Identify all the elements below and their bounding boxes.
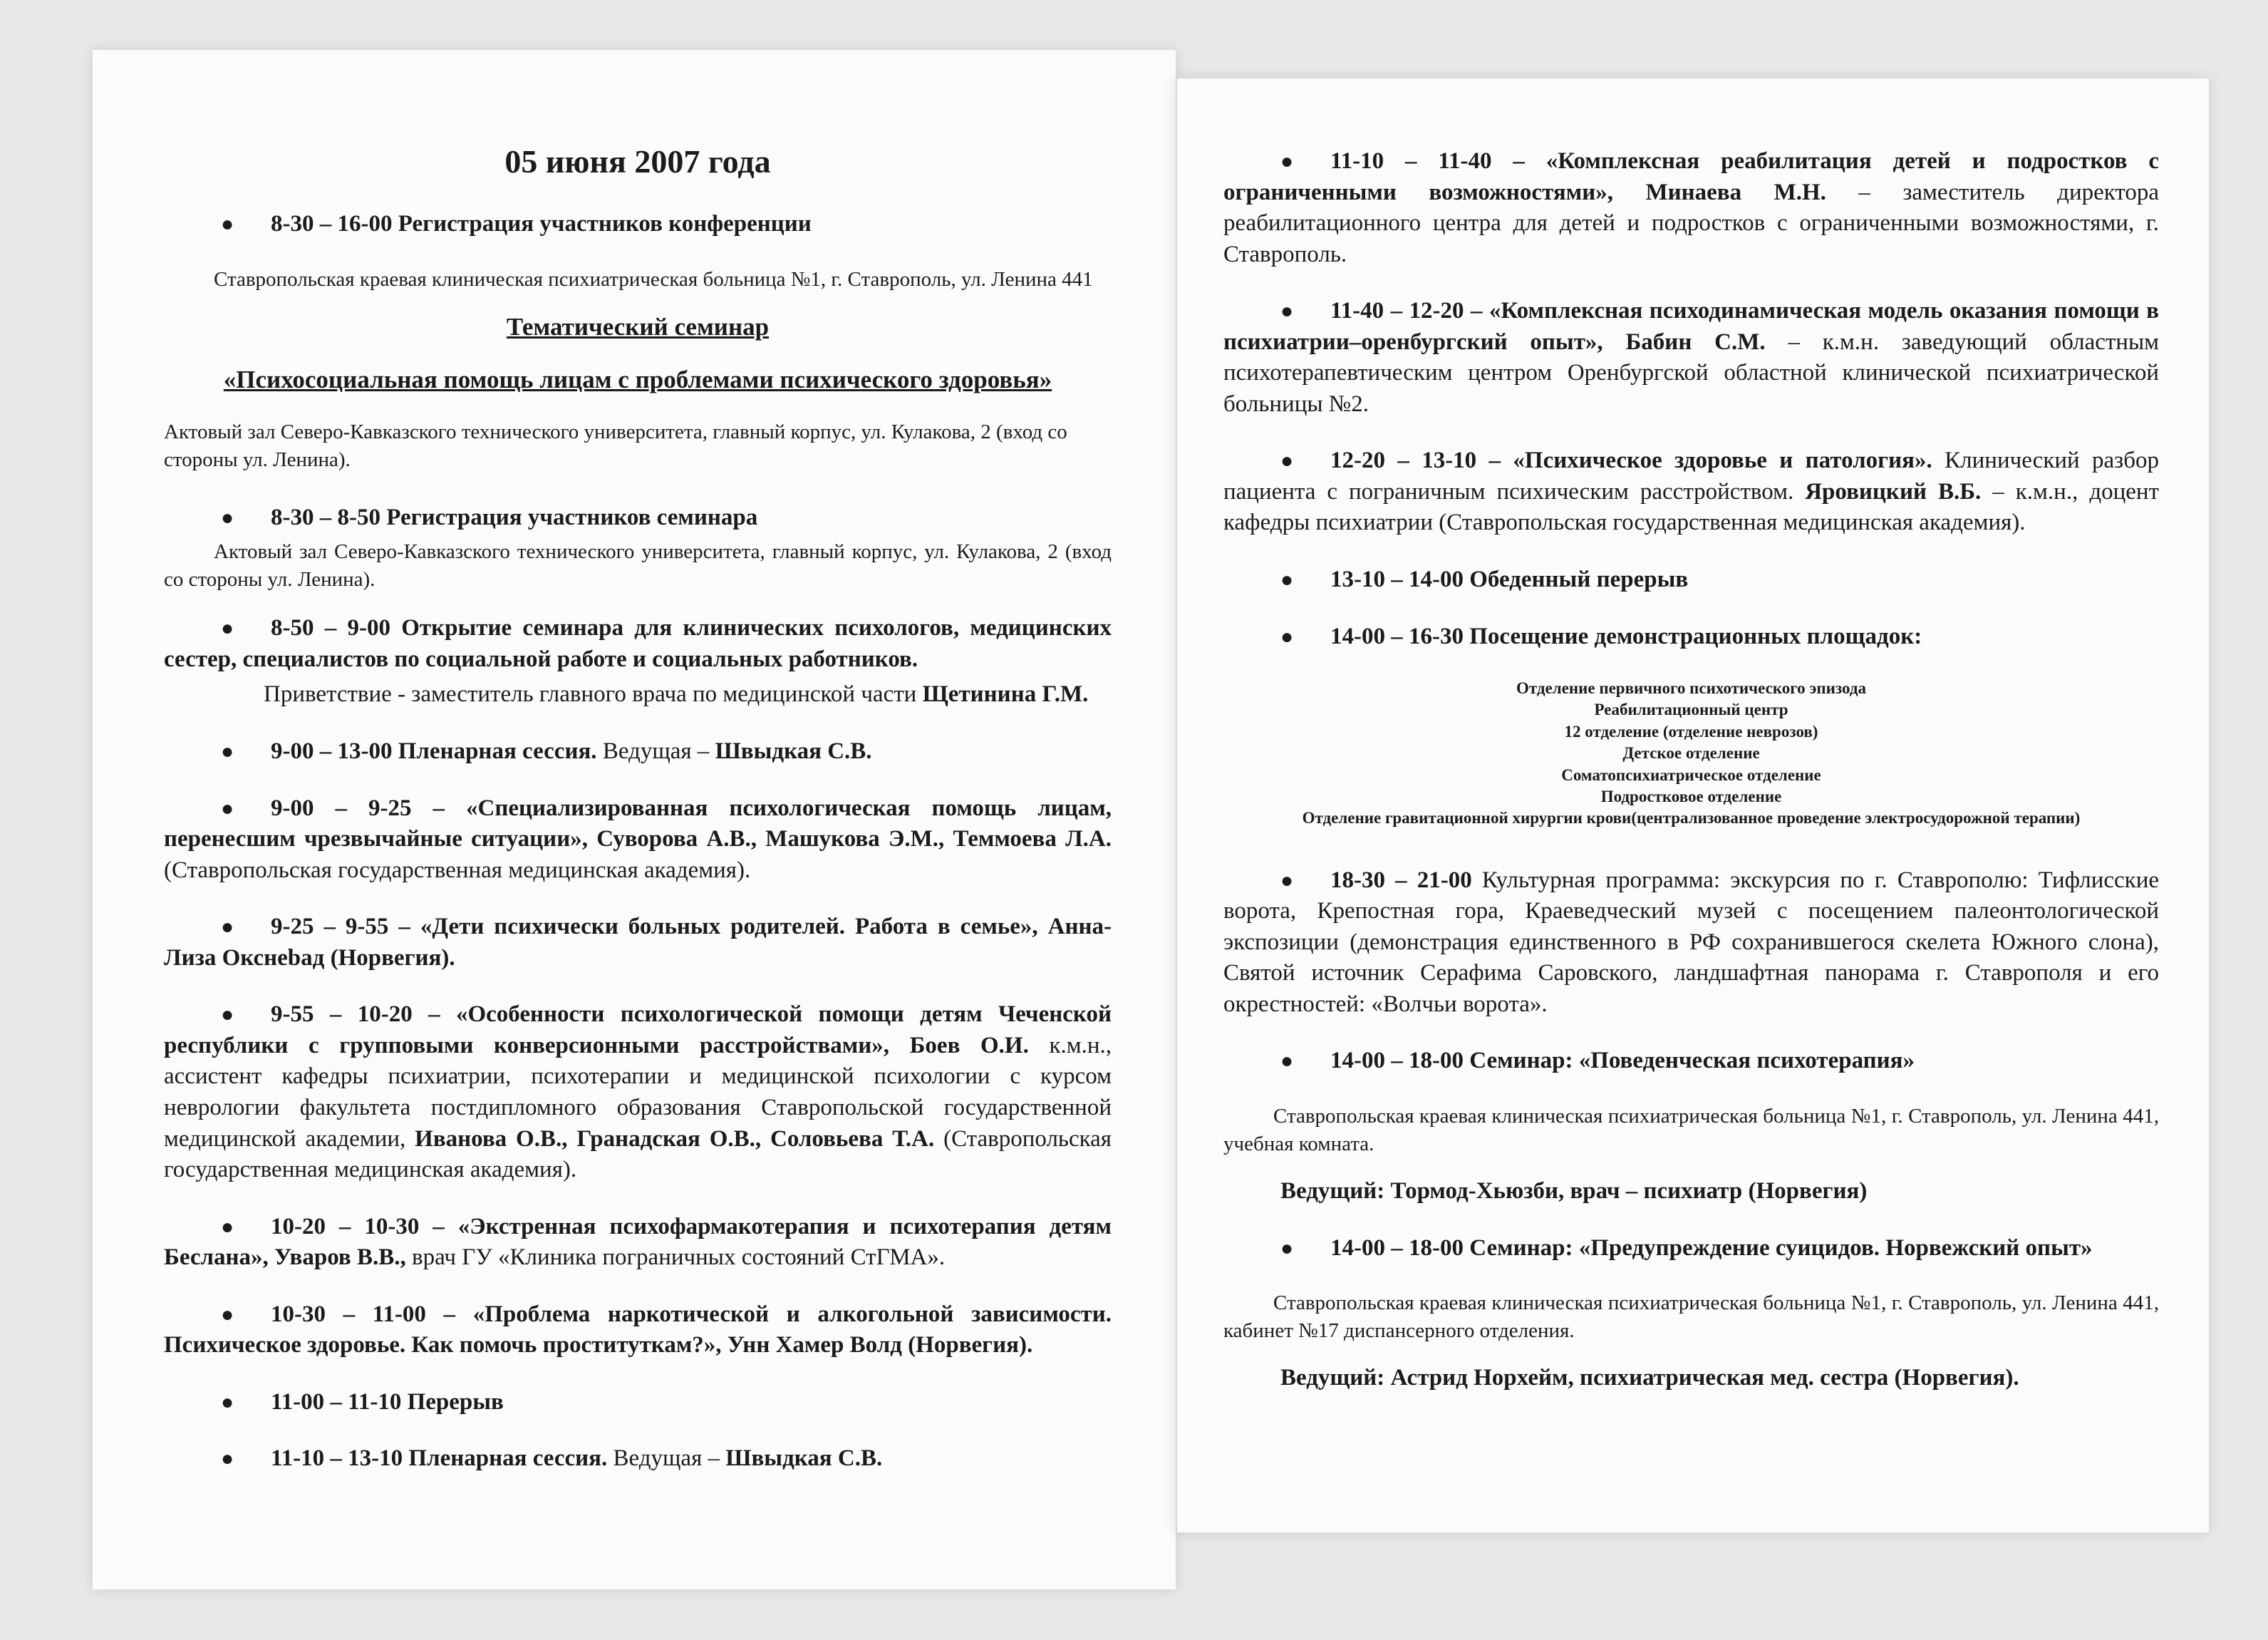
venue-list [1223, 678, 2159, 830]
program-item-opening: ● 8-50 – 9-00 Открытие семинара для клинических психологов, медицинских сестер, специалистов по социальной работе и социальных работников. [164, 615, 1112, 672]
bullet-icon: ● [221, 796, 234, 820]
bullet-icon: ● [221, 212, 234, 236]
program-item-talk5: ● 10-30 – 11-00 – «Проблема наркотической и алкогольной зависимости. Психическое здоровье. Как помочь проституткам?», Унн Хамер Волд (Норвегия). [164, 1301, 1112, 1358]
program-item-plenary1: ● 9-00 – 13-00 Пленарная сессия. Ведущая – Швыдкая С.В. [164, 736, 1112, 768]
seminar-title: «Психосоциальная помощь лицам с проблемами психического здоровья» [223, 366, 1052, 394]
bullet-icon: ● [1280, 299, 1294, 324]
bullet-icon: ● [221, 506, 234, 530]
bullet-icon: ● [221, 1003, 234, 1027]
program-item-plenary2: ● 11-10 – 13-10 Пленарная сессия. Ведущая – Швыдкая С.В. [164, 1443, 1112, 1475]
program-item-seminar1: ● 14-00 – 18-00 Семинар: «Поведенческая психотерапия» [1223, 1046, 2159, 1077]
program-item-reg-sem: ● 8-30 – 8-50 Регистрация участников семинара [164, 502, 1112, 534]
program-item-demo: ● 14-00 – 16-30 Посещение демонстрационных площадок: [1223, 622, 2159, 653]
bullet-icon: ● [221, 617, 234, 641]
bullet-icon: ● [221, 740, 234, 764]
venue-item: Отделение первичного психотического эпизода [1516, 679, 1866, 698]
bullet-icon: ● [221, 1302, 234, 1326]
program-item-talk7: ● 11-40 – 12-20 – «Комплексная психодинамическая модель оказания помощи в психиатрии–оренбургский опыт», Бабин С.М. – к.м.н. заведующий областным психотерапевтическим центром Оренбургской областной клинической психиатрической больницы №2. [1223, 298, 2160, 417]
bullet-icon: ● [1280, 1236, 1294, 1260]
program-item-culture: ● 18-30 – 21-00 Культурная программа: экскурсия по г. Ставрополю: Тифлисские ворота, Крепостная гора, Краеведческий музей с посещением палеонтологической экспозиции (демонстрация единственного в РФ сохранившегося скелета Южного слона), Святой источник Серафима Саровского, ландшафтная панорама г. Ставрополя и его окрестностей: «Волчьи ворота». [1223, 867, 2159, 1017]
venue-item: Детское отделение [1622, 744, 1760, 763]
date-heading: 05 июня 2007 года [504, 143, 771, 180]
seminar1-leader: Ведущий: Тормод-Хьюзби, врач – психиатр (Норвегия) [1280, 1177, 1868, 1204]
venue-item: Отделение гравитационной хирургии крови(централизованное проведение электросудорожной терапии) [1302, 809, 2081, 827]
program-item-break: ● 11-00 – 11-10 Перерыв [164, 1387, 1112, 1418]
program-item-talk1: ● 9-00 – 9-25 – «Специализированная психологическая помощь лицам, перенесшим чрезвычайные ситуации», Суворова А.В., Машукова Э.М., Теммоева Л.А. (Ставропольская государственная медицинская академия). [164, 795, 1112, 883]
bullet-icon: ● [1280, 150, 1294, 173]
bullet-icon: ● [1280, 868, 1294, 892]
program-item-talk6: ● 11-10 – 11-40 – «Комплексная реабилитация детей и подростков с ограниченными возможностями», Минаева М.Н. – заместитель директора реабилитационного центра для детей и подростков с ограниченными возможностями, г. Ставрополь. [1223, 148, 2160, 267]
seminar-heading: Тематический семинар [506, 313, 770, 341]
program-item-reg-conf [164, 209, 1112, 240]
hospital-address: Ставропольская краевая клиническая психиатрическая больница №1, г. Ставрополь, ул. Ленина 441 [214, 267, 1093, 291]
bullet-icon: ● [1280, 624, 1294, 649]
left-page [93, 50, 1176, 1589]
bullet-icon: ● [221, 1390, 234, 1414]
bullet-icon: ● [1280, 449, 1294, 473]
time: 8-30 – 16-00 [271, 211, 393, 237]
program-item-talk8: ● 12-20 – 13-10 – «Психическое здоровье и патология». Клинический разбор пациента с пограничным психическим расстройством. Яровицкий В.Б. – к.м.н., доцент кафедры психиатрии (Ставропольская государственная медицинская академия). [1223, 448, 2160, 536]
seminar2-address: Ставропольская краевая клиническая психиатрическая больница №1, г. Ставрополь, ул. Ленина 441, кабинет №17 диспансерного отделения. [1223, 1291, 2159, 1343]
bullet-icon: ● [221, 1214, 234, 1239]
reg-sem-address: Актовый зал Северо-Кавказского технического университета, главный корпус, ул. Кулакова, 2 (вход со стороны ул. Ленина). [164, 540, 1112, 591]
venue-item: Соматопсихиатрическое отделение [1561, 765, 1821, 784]
title: Регистрация участников конференции [398, 211, 812, 237]
program-item-talk2: ● 9-25 – 9-55 – «Дети психически больных родителей. Работа в семье», Анна-Лиза Окснеbад (Норвегия). [164, 914, 1112, 971]
seminar2-leader: Ведущий: Астрид Норхейм, психиатрическая мед. сестра (Норвегия). [1280, 1364, 2019, 1391]
bullet-icon: ● [1280, 568, 1294, 592]
right-page [1176, 78, 2209, 1532]
seminar1-address: Ставропольская краевая клиническая психиатрическая больница №1, г. Ставрополь, ул. Ленина 441, учебная комната. [1223, 1104, 2159, 1155]
hall-address: Актовый зал Северо-Кавказского технического университета, главный корпус, ул. Кулакова, 2 (вход со стороны ул. Ленина). [164, 421, 1067, 472]
bullet-icon: ● [221, 915, 234, 939]
opening-greeting: Приветствие - заместитель главного врача по медицинской части Щетинина Г.М. [264, 681, 1089, 708]
program-item-lunch: ● 13-10 – 14-00 Обеденный перерыв [1223, 564, 2159, 596]
bullet-icon: ● [221, 1447, 234, 1471]
program-item-talk3: ● 9-55 – 10-20 – «Особенности психологической помощи детям Чеченской республики с групповыми конверсионными расстройствами», Боев О.И. к.м.н., ассистент кафедры психиатрии, психотерапии и медицинской психологии с курсом неврологии факультета постдипломного образования Ставропольской государственной медицинской академии, Иванова О.В., Гранадская О.В., Соловьева Т.А. (Ставропольская государственная медицинская академия). [164, 1001, 1112, 1183]
venue-item: Подростковое отделение [1600, 787, 1782, 805]
venue-item: Реабилитационный центр [1594, 701, 1788, 719]
bullet-icon: ● [1280, 1049, 1294, 1073]
venue-item: 12 отделение (отделение неврозов) [1564, 722, 1818, 741]
program-item-talk4: ● 10-20 – 10-30 – «Экстренная психофармакотерапия и психотерапия детям Беслана», Уваров В.В., врач ГУ «Клиника пограничных состояний СтГМА». [164, 1213, 1112, 1271]
program-item-seminar2: ● 14-00 – 18-00 Семинар: «Предупреждение суицидов. Норвежский опыт» [1223, 1233, 2159, 1264]
